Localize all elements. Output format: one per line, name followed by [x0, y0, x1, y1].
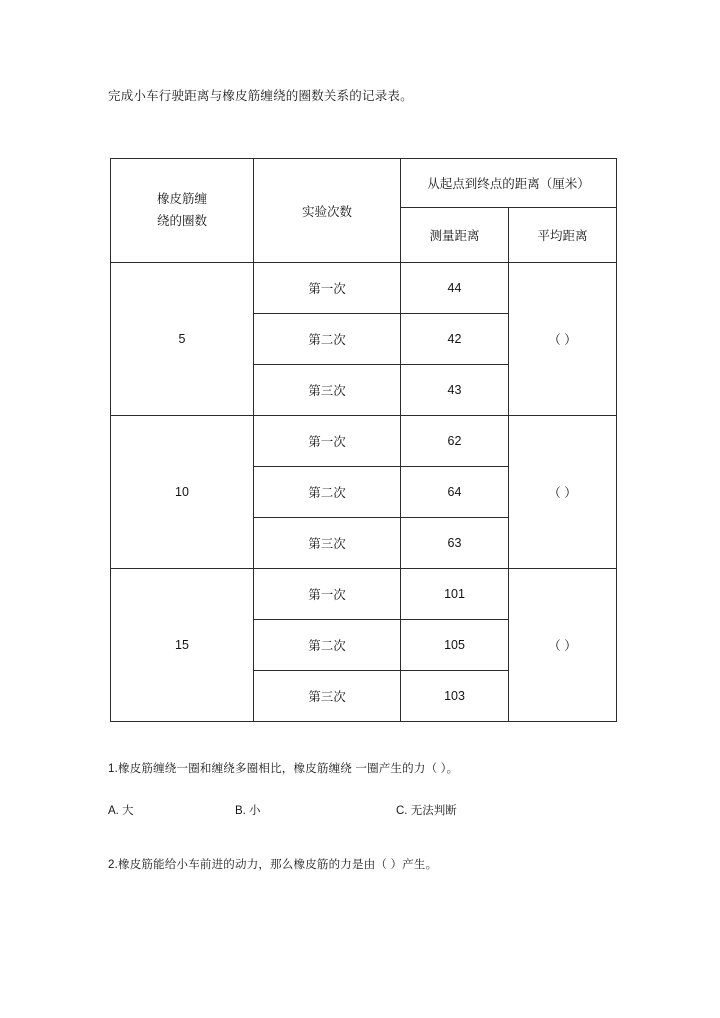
average-blank: （ ）	[509, 263, 617, 416]
intro-text: 完成小车行驶距离与橡皮筋缠绕的圈数关系的记录表。	[108, 89, 413, 103]
header-average: 平均距离	[509, 208, 617, 263]
header-loops	[111, 159, 254, 263]
table-row	[111, 569, 617, 620]
table-header-row-1	[111, 159, 617, 208]
questions-section	[108, 760, 612, 875]
trial-label: 第一次	[254, 416, 401, 467]
trial-label: 第三次	[254, 518, 401, 569]
option-a[interactable]: A. 大	[108, 804, 134, 817]
table-row	[111, 263, 617, 314]
measured-value: 103	[401, 671, 509, 722]
trial-label: 第二次	[254, 620, 401, 671]
measured-value: 101	[401, 569, 509, 620]
question-1-options	[108, 802, 612, 818]
option-c[interactable]: C. 无法判断	[396, 804, 457, 817]
question-1-text: 1.橡皮筋缠绕一圈和缠绕多圈相比，橡皮筋缠绕 一圈产生的力（ ）。	[108, 763, 459, 775]
header-trial: 实验次数	[254, 159, 401, 263]
average-blank: （ ）	[509, 416, 617, 569]
measured-value: 43	[401, 365, 509, 416]
loops-value: 5	[111, 263, 254, 416]
average-blank: （ ）	[509, 569, 617, 722]
header-loops-line1: 橡皮筋缠	[156, 191, 207, 206]
trial-label: 第二次	[254, 467, 401, 518]
header-measured: 测量距离	[401, 208, 509, 263]
trial-label: 第三次	[254, 671, 401, 722]
measured-value: 63	[401, 518, 509, 569]
measured-value: 44	[401, 263, 509, 314]
table-row	[111, 416, 617, 467]
measured-value: 62	[401, 416, 509, 467]
measured-value: 42	[401, 314, 509, 365]
option-b[interactable]: B. 小	[235, 804, 261, 817]
trial-label: 第一次	[254, 569, 401, 620]
header-distance: 从起点到终点的距离（厘米）	[401, 159, 617, 208]
measured-value: 64	[401, 467, 509, 518]
loops-value: 15	[111, 569, 254, 722]
trial-label: 第三次	[254, 365, 401, 416]
loops-value: 10	[111, 416, 254, 569]
trial-label: 第一次	[254, 263, 401, 314]
header-loops-line2: 绕的圈数	[156, 213, 207, 228]
record-table	[110, 158, 617, 722]
measured-value: 105	[401, 620, 509, 671]
question-2-text: 2.橡皮筋能给小车前进的动力，那么橡皮筋的力是由（ ）产生。	[108, 858, 438, 871]
trial-label: 第二次	[254, 314, 401, 365]
